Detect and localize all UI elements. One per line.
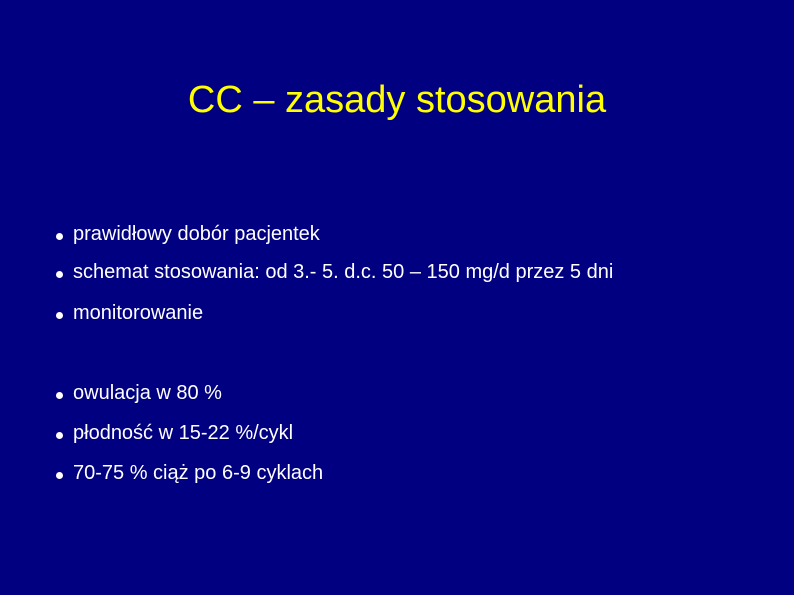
- bullet-text: prawidłowy dobór pacjentek: [73, 223, 320, 245]
- bullet-dot-icon: [56, 271, 63, 278]
- bullet-dot-icon: [56, 233, 63, 240]
- bullet-item: [56, 299, 203, 327]
- bullet-text: 70-75 % ciąż po 6-9 cyklach: [73, 462, 324, 484]
- bullet-item: [56, 459, 323, 487]
- bullet-item: [56, 379, 222, 407]
- bullet-dot-icon: [56, 472, 63, 479]
- bullet-dot-icon: [56, 392, 63, 399]
- bullet-item: [56, 419, 293, 447]
- slide-title: CC – zasady stosowania: [187, 79, 607, 121]
- bullet-item: [56, 258, 613, 286]
- bullet-dot-icon: [56, 312, 63, 319]
- bullet-text: monitorowanie: [73, 302, 204, 324]
- bullet-item: [56, 220, 320, 248]
- bullet-dot-icon: [56, 432, 63, 439]
- bullet-text: płodność w 15-22 %/cykl: [73, 422, 294, 444]
- bullet-text: schemat stosowania: od 3.- 5. d.c. 50 – 150 mg/d przez 5 dni: [73, 261, 614, 283]
- bullet-text: owulacja w 80 %: [73, 382, 222, 404]
